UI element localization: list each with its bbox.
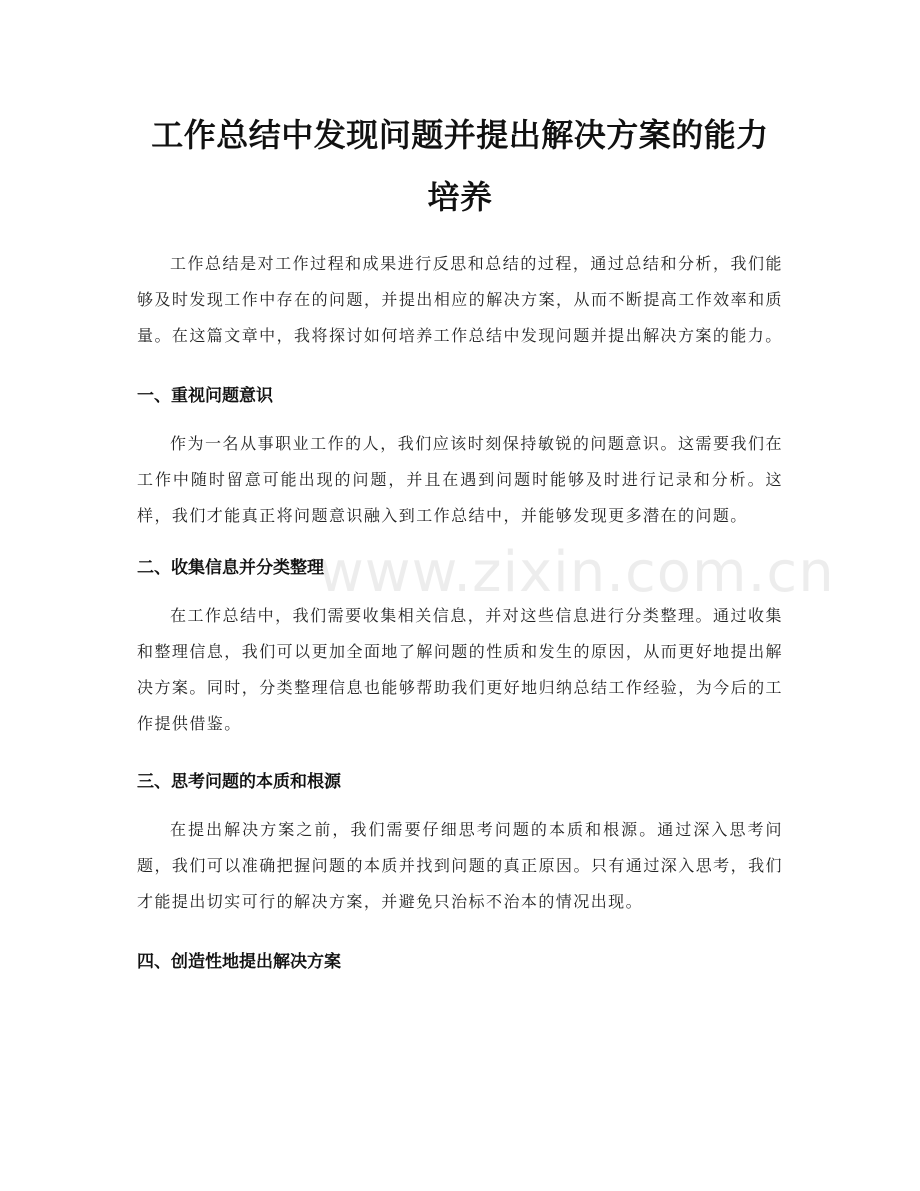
title-line-2: 培养 bbox=[427, 178, 493, 216]
section-2-body: 在工作总结中，我们需要收集相关信息，并对这些信息进行分类整理。通过收集和整理信息，我们可以更加全面地了解问题的性质和发生的原因，从而更好地提出解决方案。同时，分类整理信息也能够帮助我们更好地归纳总结工作经验，为今后的工作提供借鉴。 bbox=[137, 606, 783, 733]
section-1-heading: 一、重视问题意识 bbox=[137, 386, 273, 406]
section-1-body: 作为一名从事职业工作的人，我们应该时刻保持敏锐的问题意识。这需要我们在工作中随时留意可能出现的问题，并且在遇到问题时能够及时进行记录和分析。这样，我们才能真正将问题意识融入到工作总结中，并能够发现更多潜在的问题。 bbox=[137, 434, 783, 525]
title-line-1: 工作总结中发现问题并提出解决方案的能力 bbox=[151, 116, 769, 154]
section-4-heading: 四、创造性地提出解决方案 bbox=[137, 952, 341, 972]
document-title bbox=[120, 104, 800, 228]
intro-paragraph: 工作总结是对工作过程和成果进行反思和总结的过程，通过总结和分析，我们能够及时发现工作中存在的问题，并提出相应的解决方案，从而不断提高工作效率和质量。在这篇文章中，我将探讨如何培养工作总结中发现问题并提出解决方案的能力。 bbox=[137, 254, 783, 345]
section-2-heading: 二、收集信息并分类整理 bbox=[137, 558, 324, 578]
section-3-heading: 三、思考问题的本质和根源 bbox=[137, 772, 341, 792]
watermark: www.zixin.com.cn bbox=[318, 540, 835, 605]
section-3-body: 在提出解决方案之前，我们需要仔细思考问题的本质和根源。通过深入思考问题，我们可以准确把握问题的本质并找到问题的真正原因。只有通过深入思考，我们才能提出切实可行的解决方案，并避免只治标不治本的情况出现。 bbox=[137, 820, 783, 911]
document-body bbox=[137, 246, 783, 974]
